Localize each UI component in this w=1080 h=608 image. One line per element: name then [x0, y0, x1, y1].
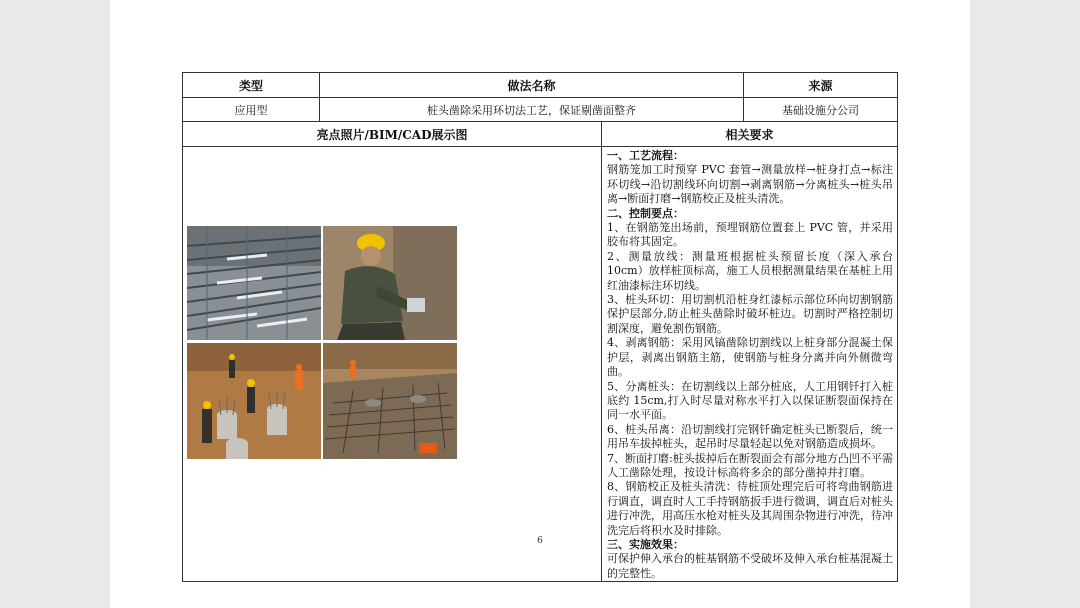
requirements-paragraph: 3、桩头环切：用切割机沿桩身红漆标示部位环向切割钢筋保护层部分,防止桩头凿除时破坏桩边。切割时严格控制切割深度，避免割伤钢筋。: [607, 293, 894, 335]
type-value: 应用型: [183, 98, 320, 122]
requirements-cell: [602, 147, 898, 582]
type-header: 类型: [183, 73, 320, 98]
requirements-header: 相关要求: [602, 122, 898, 147]
content-row: [183, 147, 898, 582]
requirements-paragraph: 2、测量放线：测量班根据桩头预留长度（深入承台 10cm）放样桩顶标高，施工人员根据测量结果在基桩上用红油漆标注环切线。: [607, 249, 894, 292]
photo-worker-cutting: [323, 226, 457, 340]
requirements-paragraph: 7、断面打磨:桩头拔掉后在断裂面会有部分地方凸凹不平需人工凿除处理，按设计标高将多余的部分凿掉并打磨。: [607, 451, 894, 479]
requirements-heading: 三、实施效果：: [607, 537, 684, 551]
method-value: 桩头凿除采用环切法工艺，保证剔凿面整齐: [320, 98, 744, 122]
photo-rebar-pvc-sleeves: [187, 226, 321, 340]
requirements-heading: 一、工艺流程：: [607, 149, 684, 162]
requirements-paragraph: 1、在钢筋笼出场前，预埋钢筋位置套上 PVC 管，并采用胶布将其固定。: [607, 221, 894, 249]
requirements-paragraph: 6、桩头吊离：沿切割线打完钢钎确定桩头已断裂后，统一用吊车拔掉桩头，起吊时尽量轻起以免对钢筋造成损坏。: [607, 422, 894, 451]
photos-header: 亮点照片/BIM/CAD展示图: [183, 122, 602, 147]
photos-cell: [183, 147, 602, 582]
method-table: [182, 72, 898, 582]
header-row-2: [183, 122, 898, 147]
photo-grid: [187, 226, 467, 503]
header-row: [183, 73, 898, 98]
source-header: 来源: [744, 73, 898, 98]
requirements-heading: 二、控制要点：: [607, 206, 684, 220]
source-value: 基础设施分公司: [744, 98, 898, 122]
requirements-paragraph: 5、分离桩头：在切割线以上部分桩底，人工用钢钎打入桩底约 15cm,打入时尽量对称水平打入以保证断裂面保持在同一水平面。: [607, 379, 894, 422]
requirements-paragraph: 8、钢筋校正及桩头清洗：待桩顶处理完后可将弯曲钢筋进行调直，调直时人工手持钢筋扳手进行微调，调直后对桩头进行冲洗，用高压水枪对桩头及其周围杂物进行冲洗，待冲洗完后将积水及时排除。: [607, 480, 894, 537]
requirements-paragraph: 钢筋笼加工时预穿 PVC 套管→测量放样→桩身打点→标注环切线→沿切割线环向切割→剥离钢筋→分离桩头→桩头吊离→断面打磨→钢筋校正及桩头清洗。: [607, 163, 894, 206]
photo-cap-rebar: [323, 343, 457, 459]
page-number: 6: [537, 536, 543, 546]
method-header: 做法名称: [320, 73, 744, 98]
photo-workers-pile-heads: [187, 343, 321, 459]
requirements-text: [607, 149, 893, 581]
requirements-paragraph: 可保护伸入承台的桩基钢筋不受破坏及伸入承台桩基混凝土的完整性。: [607, 552, 894, 580]
requirements-paragraph: 4、剥离钢筋：采用风镐凿除切割线以上桩身部分混凝土保护层，剥离出钢筋主筋，使钢筋与桩身分离并向外侧微弯曲。: [607, 336, 894, 379]
document-page: [110, 0, 970, 608]
value-row: [183, 98, 898, 122]
